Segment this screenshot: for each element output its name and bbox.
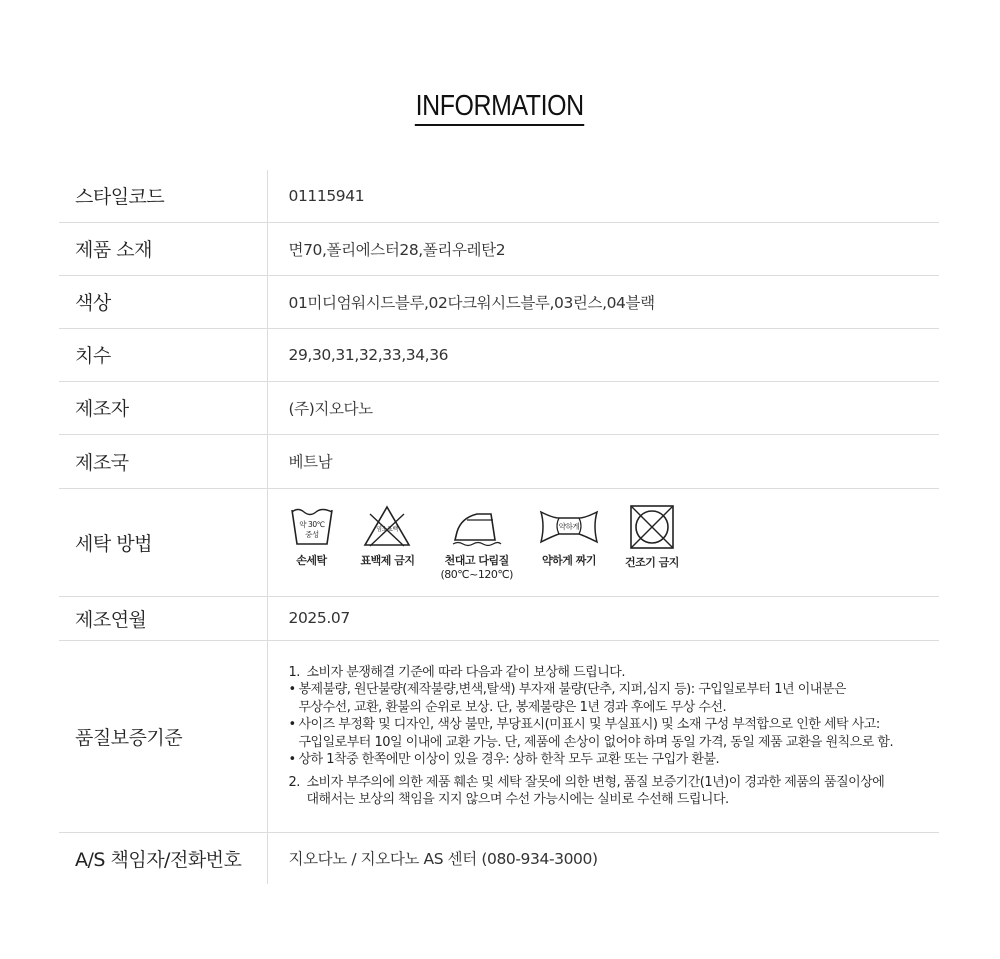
- row-label: A/S 책임자/전화번호: [59, 832, 267, 884]
- quality-bullet: [289, 716, 940, 751]
- icon-subcaption: (80℃~120℃): [440, 568, 513, 581]
- quality-bullet: [289, 751, 940, 769]
- row-label: 치수: [59, 328, 267, 381]
- row-value: 01115941: [288, 186, 365, 205]
- row-quality: [59, 640, 939, 832]
- bullet-dot: •: [288, 752, 296, 767]
- icon-inner-text: 염소표백: [376, 526, 399, 533]
- row-value: (주)지오다노: [288, 399, 373, 418]
- wash-item-iron: [440, 504, 513, 582]
- icon-caption: 약하게 짜기: [541, 554, 596, 567]
- washing-icons: [289, 502, 940, 582]
- item-text: 소비자 분쟁해결 기준에 따라 다음과 같이 보상해 드립니다.: [306, 664, 625, 680]
- row-value: 29,30,31,32,33,34,36: [288, 345, 449, 364]
- bullet-text: 사이즈 부정확 및 디자인, 색상 불만, 부당표시(미표시 및 부실표시) 및 소재 구성 부적합으로 인한 세탁 사고: 구입일로부터 10일 이내에 교환 가능. 단, 제품에 손상이 없어야 하며 동일 가격, 동일 제품 교환을 원칙으로 함.: [298, 717, 894, 750]
- item-text: 소비자 부주의에 의한 제품 훼손 및 세탁 잘못에 의한 변형, 품질 보증기간(1년)이 경과한 제품의 품질이상에 대해서는 보상의 책임을 지지 않으며 수선 가능시에는 실비로 수선해 드립니다.: [306, 774, 885, 807]
- row-label: 제품 소재: [59, 222, 267, 275]
- icon-inner-text: 약하게: [558, 522, 580, 531]
- gentle-wring-icon: [539, 504, 599, 548]
- bullet-text: 봉제불량, 원단불량(제작불량,변색,탈색) 부자재 불량(단추, 지퍼,심지 등): 구입일로부터 1년 이내분은 무상수선, 교환, 환불의 순위로 보상. 단, 봉제불량은 1년 경과 후에도 무상 수선.: [298, 682, 846, 715]
- quality-cell: [267, 640, 939, 832]
- icon-caption: 건조기 금지: [624, 556, 679, 569]
- row-size: [59, 328, 939, 381]
- hand-wash-icon: [289, 504, 335, 548]
- icon-inner-text: 약 30℃: [298, 520, 325, 529]
- no-tumble-dry-icon: [629, 504, 675, 550]
- row-label: 세탁 방법: [59, 488, 267, 596]
- row-manufacture-date: [59, 596, 939, 640]
- icon-caption: 표백제 금지: [360, 554, 415, 567]
- icon-inner-text: 중성: [304, 530, 319, 539]
- bullet-dot: •: [288, 682, 296, 697]
- wash-item-hand: [289, 504, 335, 568]
- row-country: [59, 434, 939, 488]
- row-value: 2025.07: [288, 609, 350, 627]
- row-label: 제조자: [59, 381, 267, 434]
- iron-icon: [447, 504, 507, 548]
- row-style-code: [59, 170, 939, 222]
- quality-bullet: [289, 681, 940, 716]
- row-value: 지오다노 / 지오다노 AS 센터 (080-934-3000): [288, 850, 598, 869]
- icon-caption: 손세탁: [296, 554, 327, 567]
- bullet-dot: •: [288, 717, 296, 732]
- quality-list: [289, 664, 940, 809]
- row-value: 베트남: [288, 453, 333, 471]
- page-title: INFORMATION: [415, 88, 585, 126]
- item-number: 1.: [288, 664, 300, 680]
- row-label: 품질보증기준: [59, 640, 267, 832]
- no-bleach-icon: [362, 504, 412, 548]
- row-value: 01미디엄워시드블루,02다크워시드블루,03린스,04블랙: [288, 293, 655, 312]
- wash-item-no-bleach: [361, 504, 415, 568]
- wash-item-no-dryer: [625, 504, 679, 570]
- row-label: 색상: [59, 275, 267, 328]
- row-color: [59, 275, 939, 328]
- quality-item: [289, 774, 940, 809]
- washing-icons-cell: [267, 488, 939, 596]
- row-material: [59, 222, 939, 275]
- row-label: 제조국: [59, 434, 267, 488]
- row-washing: [59, 488, 939, 596]
- bullet-text: 상하 1착중 한쪽에만 이상이 있을 경우: 상하 한착 모두 교환 또는 구입가 환불.: [298, 752, 720, 767]
- item-number: 2.: [288, 774, 300, 790]
- row-as: [59, 832, 939, 884]
- icon-caption: 천대고 다림질: [444, 554, 509, 567]
- quality-item: [289, 664, 940, 682]
- row-label: 제조연월: [59, 596, 267, 640]
- wash-item-wring: [539, 504, 599, 568]
- row-label: 스타일코드: [59, 170, 267, 222]
- row-value: 면70,폴리에스터28,폴리우레탄2: [288, 240, 506, 259]
- info-table: [59, 170, 939, 884]
- row-manufacturer: [59, 381, 939, 434]
- title-wrap: [0, 88, 1000, 126]
